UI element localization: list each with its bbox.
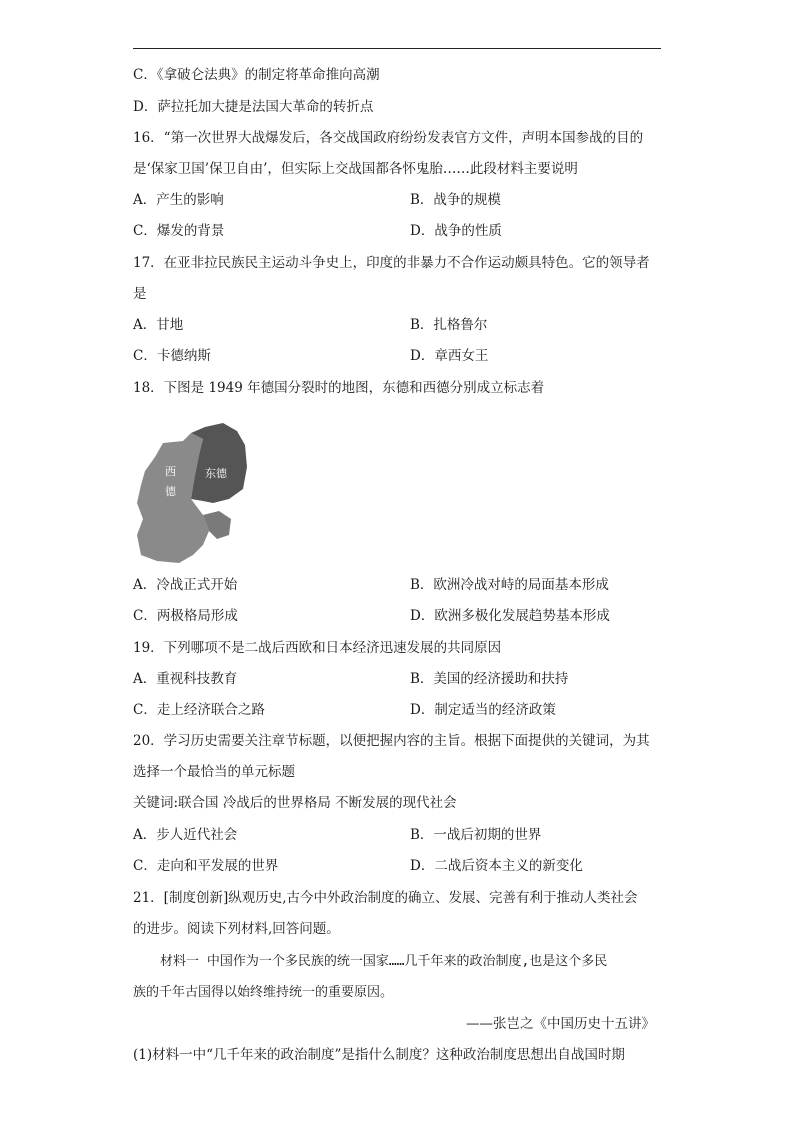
material-one-line1: 材料一 中国作为一个多民族的统一国家……几千年来的政治制度,也是这个多民 bbox=[160, 954, 608, 969]
q16-option-d: D．战争的性质 bbox=[410, 223, 502, 239]
q17-stem-line1: 17．在亚非拉民族民主运动斗争史上，印度的非暴力不合作运动颇具特色。它的领导者 bbox=[133, 255, 650, 271]
q20-stem-line2: 选择一个最恰当的单元标题 bbox=[133, 764, 295, 780]
q16-option-c: C．爆发的背景 bbox=[133, 223, 225, 239]
q16-stem-line2: 是‘保家卫国’保卫自由’，但实际上交战国都各怀鬼胎……此段材料主要说明 bbox=[133, 161, 578, 177]
east-germany-region bbox=[191, 423, 247, 503]
header-rule bbox=[133, 48, 661, 49]
q18-stem: 18．下图是 1949 年德国分裂时的地图，东德和西德分别成立标志着 bbox=[133, 380, 545, 396]
q17-option-c: C．卡德纳斯 bbox=[133, 348, 211, 364]
q21-subquestion-1: (1)材料一中“几千年来的政治制度”是指什么制度？这种政治制度思想出自战国时期 bbox=[133, 1047, 625, 1063]
q16-option-b: B．战争的规模 bbox=[410, 192, 501, 208]
q18-option-a: A．冷战正式开始 bbox=[133, 577, 238, 593]
q15-option-d: D．萨拉托加大捷是法国大革命的转折点 bbox=[133, 99, 374, 115]
q18-option-c: C．两极格局形成 bbox=[133, 608, 238, 624]
q20-option-c: C．走向和平发展的世界 bbox=[133, 858, 279, 874]
q19-option-a: A．重视科技教育 bbox=[133, 671, 238, 687]
q16-stem-line1: 16．“第一次世界大战爆发后，各交战国政府纷纷发表官方文件，声明本国参战的目的 bbox=[133, 130, 644, 146]
q17-option-b: B．扎格鲁尔 bbox=[410, 317, 488, 333]
q18-option-b: B．欧洲冷战对峙的局面基本形成 bbox=[410, 577, 609, 593]
q19-option-d: D．制定适当的经济政策 bbox=[410, 702, 556, 718]
east-germany-label: 东德 bbox=[205, 467, 227, 480]
q19-option-c: C．走上经济联合之路 bbox=[133, 702, 265, 718]
q20-keywords: 关键词:联合国 冷战后的世界格局 不断发展的现代社会 bbox=[133, 795, 457, 811]
west-germany-label-2: 德 bbox=[165, 485, 176, 498]
q19-stem: 19．下列哪项不是二战后西欧和日本经济迅速发展的共同原因 bbox=[133, 640, 502, 656]
q17-stem-line2: 是 bbox=[133, 286, 147, 302]
material-source: ——张岂之《中国历史十五讲》 bbox=[466, 1016, 655, 1032]
q18-option-d: D．欧洲多极化发展趋势基本形成 bbox=[410, 608, 610, 624]
material-one-line2: 族的千年古国得以始终维持统一的重要原因。 bbox=[133, 985, 394, 1000]
q19-option-b: B．美国的经济援助和扶持 bbox=[410, 671, 569, 687]
q16-option-a: A．产生的影响 bbox=[133, 192, 224, 208]
q20-option-a: A．步人近代社会 bbox=[133, 827, 238, 843]
q20-option-b: B．一战后初期的世界 bbox=[410, 827, 542, 843]
west-germany-label-1: 西 bbox=[165, 465, 176, 478]
q17-option-a: A．甘地 bbox=[133, 317, 184, 333]
germany-map-image bbox=[133, 415, 253, 565]
q21-stem-line1: 21．[制度创新]纵观历史,古今中外政治制度的确立、发展、完善有利于推动人类社会 bbox=[133, 890, 638, 906]
q17-option-d: D．章西女王 bbox=[410, 348, 489, 364]
q15-option-c: C．《拿破仑法典》的制定将革命推向高潮 bbox=[133, 67, 380, 83]
q20-option-d: D．二战后资本主义的新变化 bbox=[410, 858, 583, 874]
q20-stem-line1: 20．学习历史需要关注章节标题，以便把握内容的主旨。根据下面提供的关键词，为其 bbox=[133, 733, 650, 749]
q21-stem-line2: 的进步。阅读下列材料,回答问题。 bbox=[133, 921, 340, 937]
